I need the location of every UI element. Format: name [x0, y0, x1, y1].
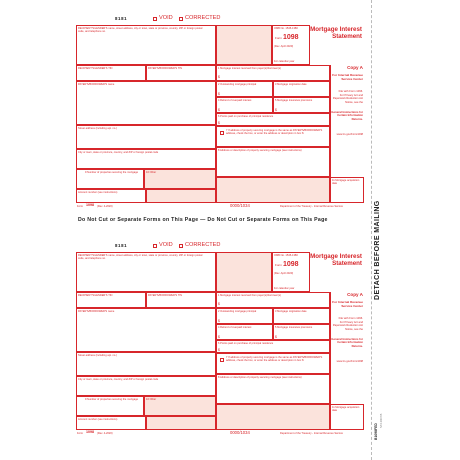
- street-address-box[interactable]: Street address (including apt. no.): [76, 352, 216, 376]
- box3-origination[interactable]: 3 Mortgage origination date: [273, 308, 330, 324]
- footer-form-number: 1098: [86, 430, 94, 434]
- shaded-area: [216, 25, 272, 65]
- recipient-tin-box[interactable]: RECIPIENT'S/LENDER'S TIN: [76, 292, 146, 308]
- box5-insurance[interactable]: 5 Mortgage insurance premiums $: [273, 324, 330, 340]
- box10-other[interactable]: 10 Other: [144, 396, 216, 416]
- form-title: Mortgage Interest Statement: [310, 26, 362, 40]
- recipient-name-box[interactable]: RECIPIENT'S/LENDER'S name, street address, city or town, state or province, country, ZIP or foreign postal code, and telephone no.: [76, 252, 216, 292]
- box3-origination[interactable]: 3 Mortgage origination date: [273, 81, 330, 97]
- copy-info-column: Copy A For Internal Revenue Service Center File with Form 1096. For Privacy Act and Paperwork Reduction Act Notice, see the General Instructions for Certain Information Returns. www.irs.gov/Form1098: [330, 292, 364, 430]
- recipient-tin-box[interactable]: RECIPIENT'S/LENDER'S TIN: [76, 65, 146, 81]
- street-address-box[interactable]: Street address (including apt. no.): [76, 125, 216, 149]
- do-not-cut-notice: Do Not Cut or Separate Forms on This Page — Do Not Cut or Separate Forms on This Page: [78, 217, 328, 223]
- city-box[interactable]: City or town, state or province, country, and ZIP or foreign postal code: [76, 149, 216, 169]
- box7-checkbox[interactable]: [220, 358, 224, 362]
- box4-refund[interactable]: 4 Refund of overpaid interest $: [216, 324, 273, 340]
- payer-tin-box[interactable]: PAYER'S/BORROWER'S TIN: [146, 292, 216, 308]
- omb-box: OMB No. 1545-1380 Form 1098 (Rev. April 2020) For calendar year: [272, 25, 310, 65]
- corrected-label: CORRECTED: [185, 14, 221, 21]
- box7-same-address[interactable]: 7 If address of property securing mortgage is the same as PAYER'S/BORROWER'S address, check the box, or enter the address or description in box 8.: [216, 126, 330, 147]
- form-code: 8181: [115, 243, 128, 248]
- payer-tin-box[interactable]: PAYER'S/BORROWER'S TIN: [146, 65, 216, 81]
- perforation-line: [371, 0, 372, 460]
- footer-cat-number: 0000/1034: [230, 430, 250, 435]
- side-form-code: B1098FED: [374, 423, 378, 440]
- box6-points[interactable]: 6 Points paid on purchase of principal residence $: [216, 113, 330, 126]
- void-label: VOID: [159, 241, 173, 248]
- account-number-box[interactable]: Account number (see instructions): [76, 416, 146, 430]
- box7-same-address[interactable]: 7 If address of property securing mortgage is the same as PAYER'S/BORROWER'S address, check the box, or enter the address or description in box 8.: [216, 353, 330, 374]
- corrected-checkbox[interactable]: [179, 244, 183, 248]
- footer-cat-number: 0000/1034: [230, 203, 250, 208]
- void-label: VOID: [159, 14, 173, 21]
- form-title: Mortgage Interest Statement: [310, 253, 362, 267]
- shaded-area: [216, 252, 272, 292]
- box8-property-address[interactable]: 8 Address or description of property securing mortgage (see instructions): [216, 374, 330, 404]
- box2-principal[interactable]: 2 Outstanding mortgage principal $: [216, 308, 273, 324]
- void-checkbox[interactable]: [153, 17, 157, 21]
- account-shaded: [146, 189, 216, 203]
- box6-points[interactable]: 6 Points paid on purchase of principal residence $: [216, 340, 330, 353]
- recipient-name-box[interactable]: RECIPIENT'S/LENDER'S name, street address, city or town, state or province, country, ZIP or foreign postal code, and telephone no.: [76, 25, 216, 65]
- copy-label: Copy A: [347, 292, 363, 297]
- form-number: 1098: [283, 34, 299, 41]
- copy-label: Copy A: [347, 65, 363, 70]
- side-form-code-2: NT2 200705: [380, 413, 383, 428]
- box9-properties[interactable]: 9 Number of properties securing the mortgage: [76, 396, 144, 416]
- shaded-bottom-middle: [216, 404, 330, 430]
- account-shaded: [146, 416, 216, 430]
- form-code: 8181: [115, 16, 128, 21]
- corrected-checkbox[interactable]: [179, 17, 183, 21]
- payer-name-box[interactable]: PAYER'S/BORROWER'S name: [76, 81, 216, 125]
- box11-acquisition[interactable]: 11 Mortgage acquisition date: [330, 177, 364, 203]
- title-block: [310, 27, 362, 41]
- box1-interest[interactable]: 1 Mortgage interest received from payer(s)/borrower(s) $: [216, 292, 330, 308]
- payer-name-box[interactable]: PAYER'S/BORROWER'S name: [76, 308, 216, 352]
- box10-other[interactable]: 10 Other: [144, 169, 216, 189]
- shaded-bottom-middle: [216, 177, 330, 203]
- omb-box: OMB No. 1545-1380 Form 1098 (Rev. April 2020) For calendar year: [272, 252, 310, 292]
- detach-before-mailing: DETACH BEFORE MAILING: [374, 200, 381, 300]
- box9-properties[interactable]: 9 Number of properties securing the mortgage: [76, 169, 144, 189]
- form-number: 1098: [283, 261, 299, 268]
- box4-refund[interactable]: 4 Refund of overpaid interest $: [216, 97, 273, 113]
- city-box[interactable]: City or town, state or province, country, and ZIP or foreign postal code: [76, 376, 216, 396]
- box11-acquisition[interactable]: 11 Mortgage acquisition date: [330, 404, 364, 430]
- box8-property-address[interactable]: 8 Address or description of property securing mortgage (see instructions): [216, 147, 330, 177]
- box2-principal[interactable]: 2 Outstanding mortgage principal $: [216, 81, 273, 97]
- corrected-label: CORRECTED: [185, 241, 221, 248]
- void-checkbox[interactable]: [153, 244, 157, 248]
- footer-form-number: 1098: [86, 203, 94, 207]
- box5-insurance[interactable]: 5 Mortgage insurance premiums $: [273, 97, 330, 113]
- account-number-box[interactable]: Account number (see instructions): [76, 189, 146, 203]
- box7-checkbox[interactable]: [220, 131, 224, 135]
- copy-info-column: Copy A For Internal Revenue Service Center File with Form 1096. For Privacy Act and Paperwork Reduction Act Notice, see the General Instructions for Certain Information Returns. www.irs.gov/Form1098: [330, 65, 364, 203]
- title-block: [310, 254, 362, 268]
- box1-interest[interactable]: 1 Mortgage interest received from payer(s)/borrower(s) $: [216, 65, 330, 81]
